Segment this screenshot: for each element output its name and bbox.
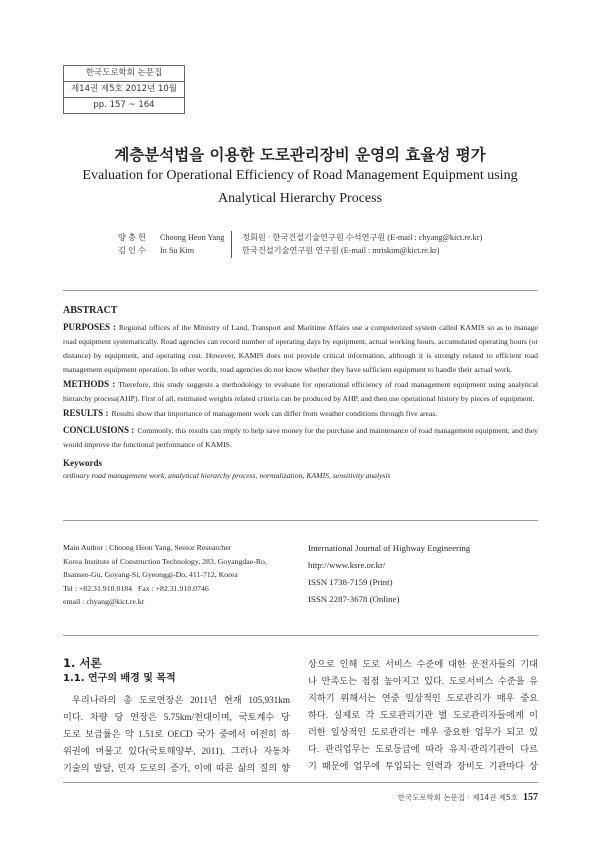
subsection-title: 1.1. 연구의 배경 및 목적 xyxy=(63,673,176,684)
contact-line: Tel : +82.31.910.0184 Fax : +82.31.910.0746 xyxy=(63,583,209,593)
abstract-methods xyxy=(63,377,538,406)
body-text-line: 하다. 실제로 각 도로관리기관 별 도로관리자들에게 이 xyxy=(308,709,538,720)
author-english-name: Choong Heon Yang xyxy=(160,233,225,242)
journal-name: 한국도로학회 논문집 xyxy=(64,66,184,82)
conclusions-text: Commonly, this results can imply to help save money for the purchase and maintenance of road management equipment, and they would improve the functional performance of KAMIS. xyxy=(63,426,538,449)
contact-line: email : chyang@kict.re.kr xyxy=(63,597,145,606)
contact-line: Korea Institute of Construction Technology, 283, Goyangdae-Ro, xyxy=(63,556,267,566)
body-text-line: 나 만족도는 점점 높아지고 있다. 도로서비스 수준을 유 xyxy=(308,675,538,686)
body-right-column xyxy=(308,656,538,775)
abstract-purposes xyxy=(63,320,538,377)
keywords-text: ordinary road management work, analytical hierarchy process, normalization, KAMIS, sensitivity analysis xyxy=(63,471,391,480)
results-text: Results show that importance of management work can differ from weather conditions through five areas. xyxy=(111,409,438,418)
korean-title: 계층분석법을 이용한 도로관리장비 운영의 효율성 평가 xyxy=(114,146,486,164)
main-author-contact xyxy=(63,541,267,609)
body-text-line: 러한 일상적인 도로관리는 매우 중요한 업무가 되고 있 xyxy=(308,726,538,737)
body-text-line: 기 때문에 업무에 투입되는 인력과 장비도 기관마다 상 xyxy=(308,760,538,771)
author-row xyxy=(0,231,600,244)
body-text-line: 도로 보급률은 약 1.51로 OECD 국가 중에서 여전히 하 xyxy=(63,728,290,739)
page-number: 157 xyxy=(523,792,538,803)
contact-line: Main Author : Choong Heon Yang, Senior Researcher xyxy=(63,543,232,552)
english-title-line: Evaluation for Operational Efficiency of Road Management Equipment using xyxy=(82,168,518,183)
divider-line xyxy=(63,290,538,291)
methods-label: METHODS : xyxy=(63,379,116,389)
journal-detail-line: International Journal of Highway Engineering xyxy=(308,542,471,553)
conclusions-label: CONCLUSIONS : xyxy=(63,425,135,435)
body-text-line: 위권에 머물고 있다(국토해양부, 2011). 그러나 자동차 xyxy=(63,745,290,756)
body-text-line: 기술의 발달, 민자 도로의 증가, 이에 따른 삶의 질의 향 xyxy=(63,762,290,773)
purposes-label: PURPOSES : xyxy=(63,322,116,332)
abstract-section xyxy=(63,304,538,482)
abstract-results xyxy=(63,406,538,421)
body-text-line: 상으로 인해 도로 서비스 수준에 대한 운전자들의 기대 xyxy=(308,658,538,669)
english-title xyxy=(0,164,600,210)
body-text-line: 우리나라의 총 도로연장은 2011년 현재 105,931km xyxy=(72,694,290,705)
results-label: RESULTS : xyxy=(63,408,109,418)
author-divider xyxy=(231,231,232,258)
author-english-name: In Su Kim xyxy=(160,246,195,255)
body-text-line: 이다. 차량 당 연장은 5.75km/천대이며, 국토계수 당 xyxy=(63,711,290,722)
author-affiliation: 한국건설기술연구원 연구원 (E-mail : mriskim@kict.re.kr) xyxy=(242,246,440,255)
journal-pages: pp. 157 ~ 164 xyxy=(93,100,155,110)
author-affiliation: 정회원 · 한국건설기술연구원 수석연구원 (E-mail : chyang@kict.re.kr) xyxy=(242,233,483,242)
english-title-line: Analytical Hierarchy Process xyxy=(217,191,383,206)
methods-text: Therefore, this study suggests a methodology to evaluate for operational efficiency of road management equipment using analytical hierarchy process(AHP). First of all, estimated weights related criteria can be produced by AHP, and then use operational history by pieces of equipment. xyxy=(63,380,538,403)
keywords-heading: Keywords xyxy=(63,458,102,468)
author-korean-name: 양 충 헌 xyxy=(118,233,146,242)
abstract-heading: ABSTRACT xyxy=(63,305,118,316)
section-title: 1. 서론 xyxy=(63,656,102,670)
purposes-text: Regional offices of the Ministry of Land, Transport and Maritime Affairs use a computerized system called KAMIS so as to manage road equipment systematically. Road agencies can record number of operating days by equipment, actual working hours, accumulated operating hours (or distance) by equipment, and operating cost. However, KAMIS does not provide critical information, although it is strongly related to efficient road management equipment operation. In other words, road agencies do not know whether they have sufficient equipment to handle their actual work. xyxy=(63,323,538,374)
journal-detail-line: http://www.ksre.or.kr/ xyxy=(308,559,386,570)
author-korean-name: 김 인 수 xyxy=(118,246,146,255)
body-text-line: 다. 관리업무는 도로등급에 따라 유지·관리기관이 다르 xyxy=(308,743,538,754)
author-row xyxy=(0,244,600,257)
body-left-column xyxy=(63,692,290,777)
journal-details xyxy=(308,540,470,608)
divider-line xyxy=(63,520,538,521)
journal-detail-line: ISSN 1738-7159 (Print) xyxy=(308,576,393,587)
journal-detail-line: ISSN 2287-3678 (Online) xyxy=(308,593,400,604)
journal-info-box xyxy=(63,65,185,114)
divider-line xyxy=(63,635,538,636)
journal-volume: 제14권 제5호 2012년 10월 xyxy=(64,82,184,98)
body-text-line: 지하기 위해서는 연중 일상적인 도로관리가 매우 중요 xyxy=(308,692,538,703)
page-footer xyxy=(398,789,538,805)
footer-journal-info: 한국도로학회 논문집 · 제14권 제5호 xyxy=(397,793,518,802)
contact-line: Ilsanseo-Gu, Goyang-Si, Gyeonggi-Do, 411-712, Korea xyxy=(63,570,238,579)
abstract-conclusions xyxy=(63,423,538,452)
footer-divider-line xyxy=(63,782,538,783)
